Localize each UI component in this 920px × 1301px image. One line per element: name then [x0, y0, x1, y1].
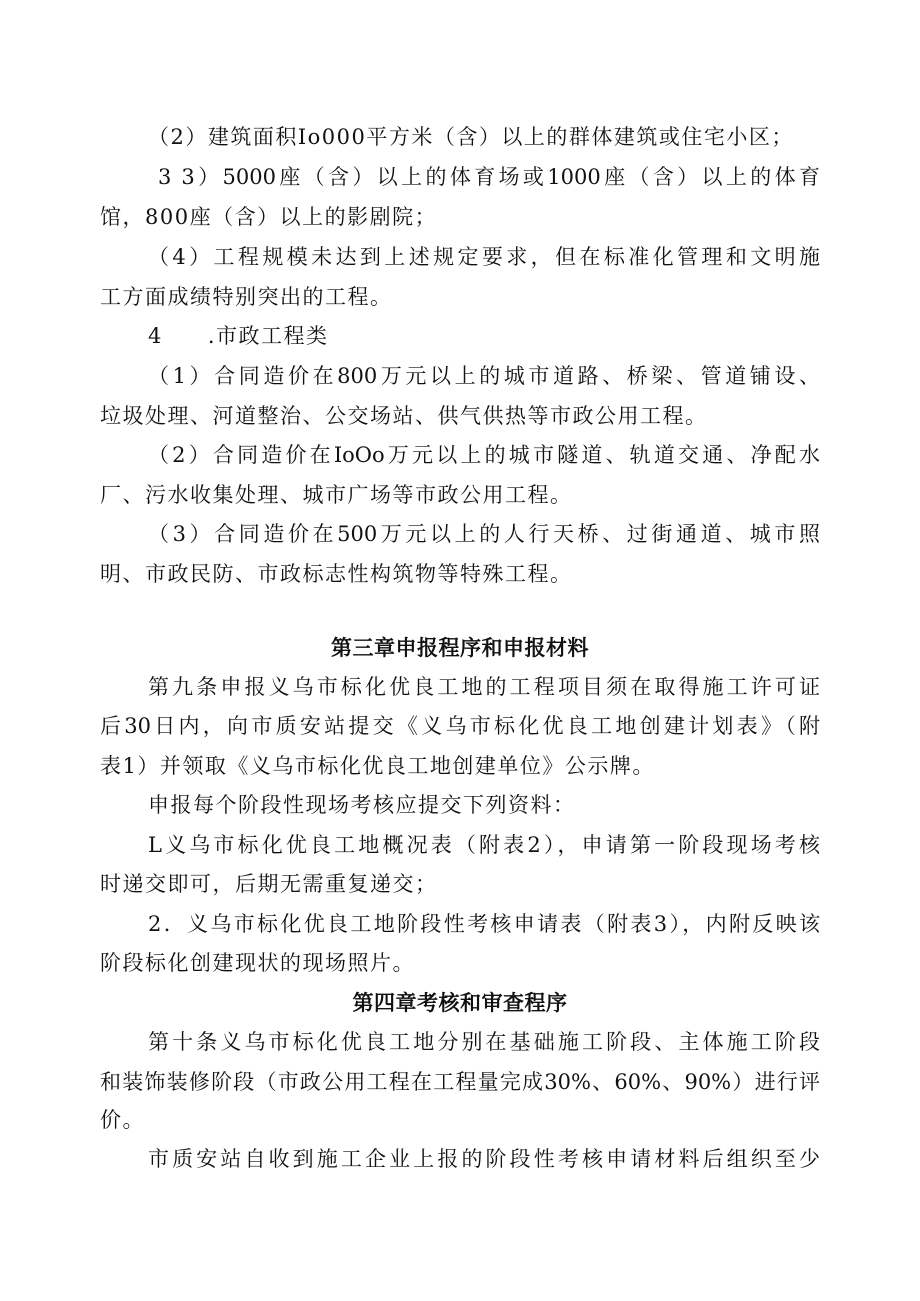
paragraph-line: 和装饰装修阶段（市政公用工程在工程量完成30%、60%、90%）进行评: [100, 1070, 820, 1094]
paragraph-line: 第九条申报义乌市标化优良工地的工程项目须在取得施工许可证: [148, 675, 820, 699]
paragraph-line: 工方面成绩特别突出的工程。: [100, 285, 393, 309]
paragraph-line: 价。: [100, 1108, 145, 1132]
paragraph-line: 2．义乌市标化优良工地阶段性考核申请表（附表3），内附反映该: [148, 912, 820, 936]
paragraph-line: （1）合同造价在800万元以上的城市道路、桥梁、管道铺设、: [148, 364, 820, 388]
paragraph-line: 阶段标化创建现状的现场照片。: [100, 951, 415, 975]
paragraph-line: 后30日内，向市质安站提交《义乌市标化优良工地创建计划表》（附: [100, 714, 820, 738]
paragraph-line: 厂、污水收集处理、城市广场等市政公用工程。: [100, 483, 573, 507]
chapter-heading: 第三章申报程序和申报材料: [331, 636, 589, 660]
paragraph-line: 申报每个阶段性现场考核应提交下列资料：: [148, 793, 576, 817]
paragraph-line: （2）建筑面积Io000平方米（含）以上的群体建筑或住宅小区；: [148, 125, 794, 149]
paragraph-line: 时递交即可，后期无需重复递交；: [100, 872, 438, 896]
paragraph-line: L义乌市标化优良工地概况表（附表2），申请第一阶段现场考核: [148, 833, 820, 857]
paragraph-line: 馆，800座（含）以上的影剧院；: [100, 205, 438, 229]
section-label: 4 .市政工程类: [148, 324, 329, 348]
paragraph-line: 第十条义乌市标化优良工地分别在基础施工阶段、主体施工阶段: [148, 1030, 820, 1054]
paragraph-line: 表1）并领取《义乌市标化优良工地创建单位》公示牌。: [100, 754, 655, 778]
paragraph-line: 垃圾处理、河道整治、公交场站、供气供热等市政公用工程。: [100, 404, 708, 428]
paragraph-line: 明、市政民防、市政标志性构筑物等特殊工程。: [100, 562, 573, 586]
paragraph-line: 3 3）5000座（含）以上的体育场或1000座（含）以上的体育: [158, 165, 820, 189]
paragraph-line: 市质安站自收到施工企业上报的阶段性考核申请材料后组织至少: [148, 1147, 820, 1171]
paragraph-line: （2）合同造价在IoOo万元以上的城市隧道、轨道交通、净配水: [148, 443, 820, 467]
paragraph-line: （3）合同造价在500万元以上的人行天桥、过街通道、城市照: [148, 522, 820, 546]
chapter-heading: 第四章考核和审查程序: [352, 991, 568, 1015]
paragraph-line: （4）工程规模未达到上述规定要求，但在标准化管理和文明施: [148, 245, 820, 269]
